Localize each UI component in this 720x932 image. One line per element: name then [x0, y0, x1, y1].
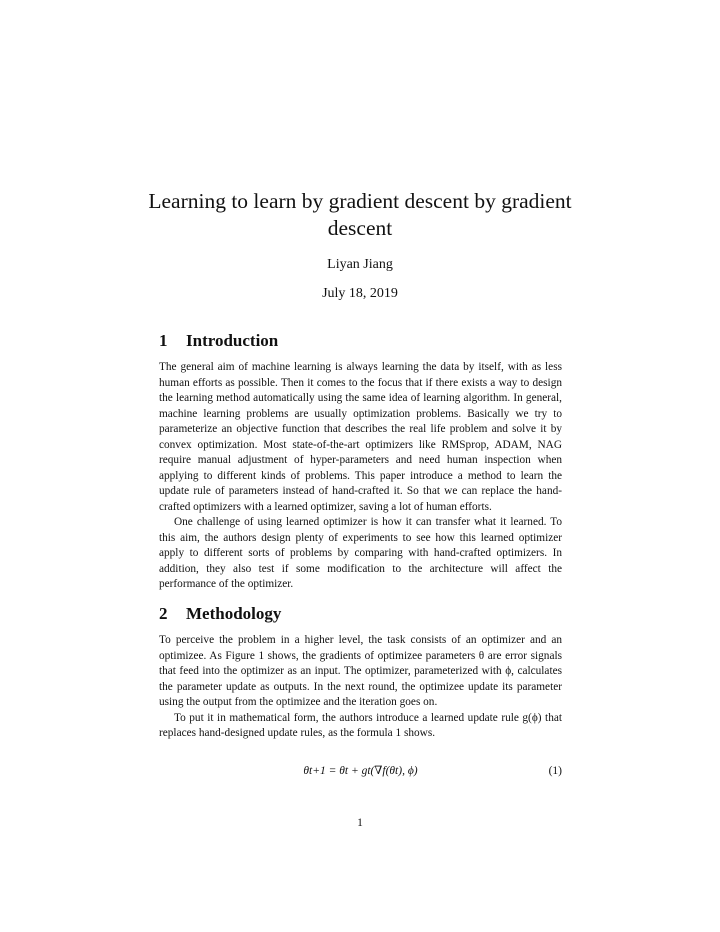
paper-title: Learning to learn by gradient descent by gradient descent	[148, 189, 572, 240]
section-number: 2	[159, 604, 168, 623]
section-heading-introduction	[159, 330, 278, 352]
section-heading-methodology	[159, 603, 281, 625]
paper-author: Liyan Jiang	[327, 257, 393, 272]
section-number: 1	[159, 331, 168, 350]
paragraph: One challenge of using learned optimizer is how it can transfer what it learned. To this aim, the authors design plenty of experiments to see how this learned optimizer apply to different sorts of problems by comparing with hand-crafted optimizers. In addition, they also test if some modification to the architecture will affect the performance of the optimizer.	[159, 516, 562, 590]
paragraph: The general aim of machine learning is always learning the data by itself, with as less human efforts as possible. Then it comes to the focus that if there exists a way to design the learning method automatically using the same idea of learning algorithm. In general, machine learning problems are usually optimization problems. Basically we try to parameterize an objective function that describes the real life problem and solve it by convex optimization. Most state-of-the-art optimizers like RMSprop, ADAM, NAG require manual adjustment of hyper-parameters and need human inspection when applying to different kinds of problems. This paper introduce a method to learn the update rule of parameters instead of hand-crafted it. So that we can replace the hand-crafted optimizers with a learned optimizer, saving a lot of human efforts.	[159, 361, 562, 513]
equation-number: (1)	[548, 765, 562, 777]
section-title: Introduction	[186, 331, 279, 350]
equation	[159, 763, 562, 779]
paper-date: July 18, 2019	[322, 286, 398, 301]
page-number: 1	[357, 817, 363, 829]
paragraph: To perceive the problem in a higher level, the task consists of an optimizer and an optimizee. As Figure 1 shows, the gradients of optimizee parameters θ are error signals that feed into the optimizer as an input. The optimizer, parameterized with ϕ, calculates the parameter update as outputs. In the next round, the optimizee update its parameter using the output from the optimizee and the iteration goes on.	[159, 634, 562, 708]
paragraph: To put it in mathematical form, the authors introduce a learned update rule g(ϕ) that replaces hand-designed update rules, as the formula 1 shows.	[159, 711, 562, 739]
section-title: Methodology	[186, 604, 282, 623]
section-body-introduction	[159, 360, 562, 593]
section-body-methodology	[159, 633, 562, 742]
equation-formula: θt+1 = θt + gt(∇f(θt), ϕ)	[303, 765, 418, 777]
